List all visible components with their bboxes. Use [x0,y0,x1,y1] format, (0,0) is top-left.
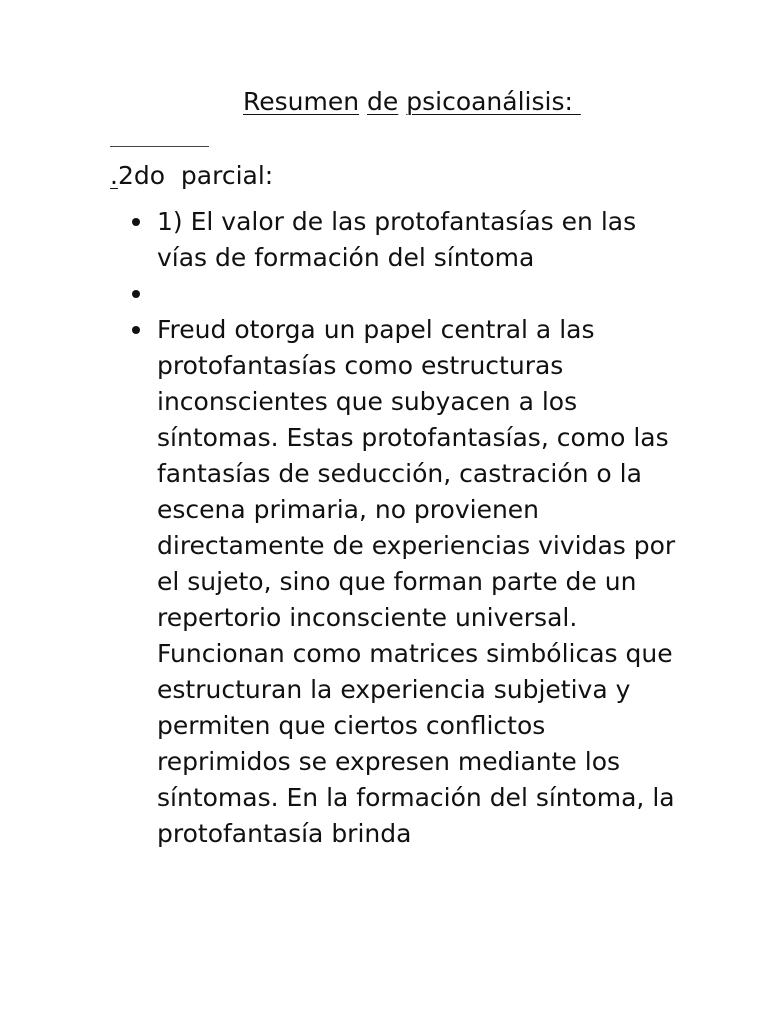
document-title [243,84,581,120]
list-item-text: Freud otorga un papel central a las protofantasías como estructuras inconscientes que subyacen a los síntomas. Estas protofantasías, como las fantasías de seducción, castración o la escena primaria, no provienen directamente de experiencias vividas por el sujeto, sino que forman parte de un repertorio inconsciente universal. Funcionan como matrices simbólicas que estructuran la experiencia subjetiva y permiten que ciertos conflictos reprimidos se expresen mediante los síntomas. En la formación del síntoma, la protofantasía brinda [157,315,676,848]
bullet-dot-icon [132,326,140,334]
title-word-psicoanalisis: psicoanálisis: [406,87,581,116]
subtitle-dot: . [110,161,118,190]
list-item [157,276,677,312]
title-word-resumen: Resumen [243,87,360,116]
horizontal-rule [110,146,209,147]
list-item-text: 1) El valor de las protofantasías en las vías de formación del síntoma [157,207,637,272]
document-subtitle [110,158,273,194]
bullet-dot-icon [132,290,140,298]
list-item [157,204,677,276]
bullet-dot-icon [132,218,140,226]
title-word-de: de [367,87,399,116]
subtitle-text: 2do parcial: [117,161,274,190]
list-item [157,312,677,852]
bullet-list [157,204,677,852]
